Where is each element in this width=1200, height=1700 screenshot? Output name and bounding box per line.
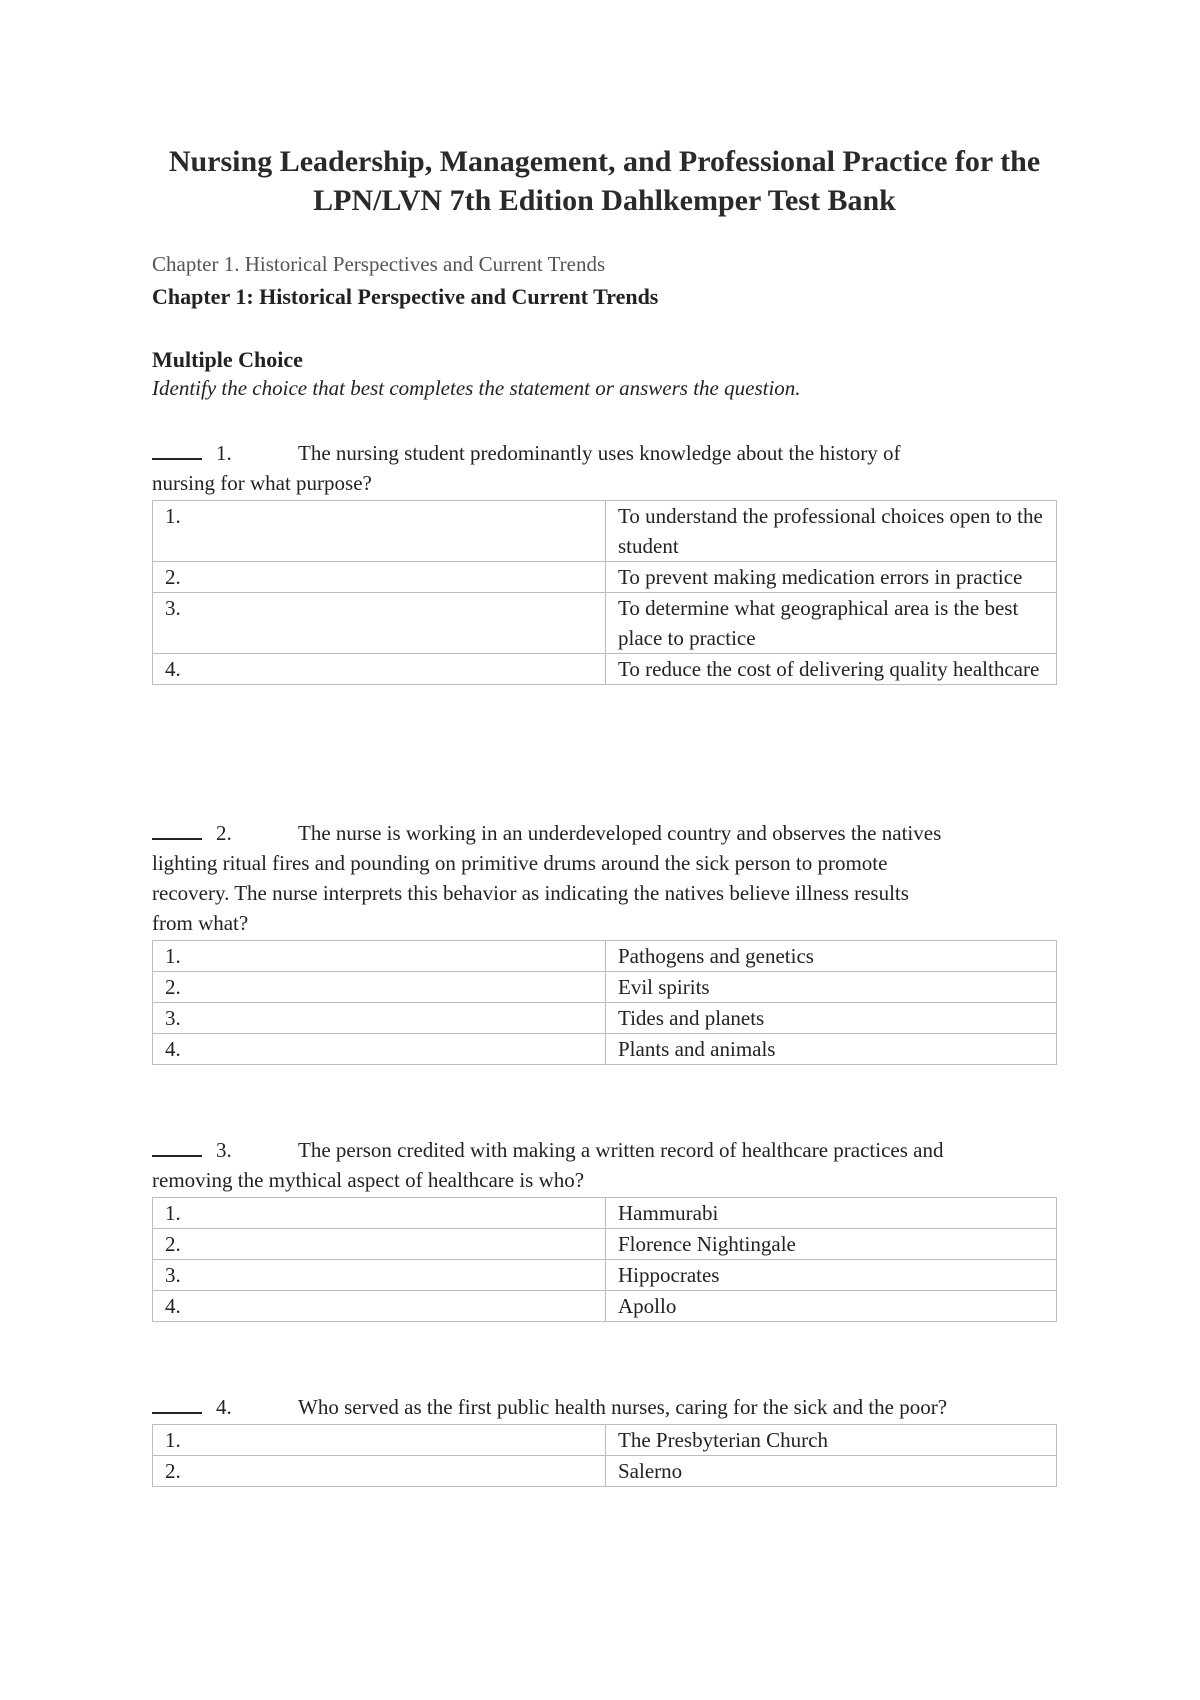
choice-number: 3. [153, 1260, 606, 1291]
question-text: The nurse is working in an underdeveloped country and observes the natives lighting ritual fires and pounding on primitive drums around the sick person to promote recovery. The nurse interprets this behavior as indicating the natives believe illness results from what? [152, 821, 942, 935]
choice-number: 1. [153, 1198, 606, 1229]
choice-row [153, 972, 1057, 1003]
choice-row [153, 654, 1057, 685]
question-stem [152, 818, 952, 938]
choice-text: Salerno [606, 1456, 1057, 1487]
chapter-heading: Chapter 1: Historical Perspective and Current Trends [152, 284, 659, 309]
choice-text: Tides and planets [606, 1003, 1057, 1034]
choice-text: Pathogens and genetics [606, 941, 1057, 972]
question-4 [152, 1392, 1057, 1487]
answer-blank [152, 820, 202, 840]
choice-text: To prevent making medication errors in practice [606, 562, 1057, 593]
choices-table [152, 1197, 1057, 1322]
question-number: 1. [216, 441, 232, 465]
choice-text: Hammurabi [606, 1198, 1057, 1229]
choice-row [153, 1198, 1057, 1229]
section-heading: Multiple Choice [152, 347, 303, 372]
question-3 [152, 1135, 1057, 1322]
answer-blank [152, 440, 202, 460]
choice-number: 1. [153, 941, 606, 972]
choice-row [153, 1260, 1057, 1291]
choice-number: 2. [153, 1456, 606, 1487]
choice-row [153, 1456, 1057, 1487]
question-number: 2. [216, 821, 232, 845]
choice-number: 1. [153, 501, 606, 562]
choice-number: 3. [153, 1003, 606, 1034]
choice-text: To understand the professional choices open to the student [606, 501, 1057, 562]
choice-text: The Presbyterian Church [606, 1425, 1057, 1456]
choice-text: To reduce the cost of delivering quality healthcare [606, 654, 1057, 685]
choice-row [153, 1229, 1057, 1260]
answer-blank [152, 1394, 202, 1414]
choice-row [153, 1291, 1057, 1322]
choice-row [153, 1425, 1057, 1456]
choice-text: Evil spirits [606, 972, 1057, 1003]
question-text: Who served as the first public health nurses, caring for the sick and the poor? [298, 1395, 948, 1419]
question-text: The nursing student predominantly uses knowledge about the history of nursing for what purpose? [152, 441, 901, 495]
choice-row [153, 941, 1057, 972]
question-stem [152, 438, 952, 498]
choices-table [152, 940, 1057, 1065]
choice-row [153, 562, 1057, 593]
question-text: The person credited with making a written record of healthcare practices and removing the mythical aspect of healthcare is who? [152, 1138, 944, 1192]
choice-number: 3. [153, 593, 606, 654]
choice-row [153, 501, 1057, 562]
choice-number: 2. [153, 972, 606, 1003]
choice-number: 4. [153, 1034, 606, 1065]
question-stem [152, 1135, 952, 1195]
choice-text: To determine what geographical area is the best place to practice [606, 593, 1057, 654]
choice-number: 4. [153, 1291, 606, 1322]
choices-table [152, 500, 1057, 685]
choice-number: 4. [153, 654, 606, 685]
choice-number: 2. [153, 562, 606, 593]
choice-text: Apollo [606, 1291, 1057, 1322]
document-title: Nursing Leadership, Management, and Professional Practice for the LPN/LVN 7th Edition Dahlkemper Test Bank [168, 145, 1041, 217]
choices-table [152, 1424, 1057, 1487]
question-number: 4. [216, 1395, 232, 1419]
choice-row [153, 593, 1057, 654]
question-stem [152, 1392, 952, 1422]
instructions-text: Identify the choice that best completes the statement or answers the question. [152, 376, 801, 400]
choice-row [153, 1034, 1057, 1065]
question-number: 3. [216, 1138, 232, 1162]
choice-text: Plants and animals [606, 1034, 1057, 1065]
choice-row [153, 1003, 1057, 1034]
choice-text: Hippocrates [606, 1260, 1057, 1291]
answer-blank [152, 1137, 202, 1157]
question-1 [152, 438, 1057, 685]
choice-number: 1. [153, 1425, 606, 1456]
chapter-subtitle: Chapter 1. Historical Perspectives and Current Trends [152, 252, 606, 276]
choice-number: 2. [153, 1229, 606, 1260]
choice-text: Florence Nightingale [606, 1229, 1057, 1260]
question-2 [152, 818, 1057, 1065]
